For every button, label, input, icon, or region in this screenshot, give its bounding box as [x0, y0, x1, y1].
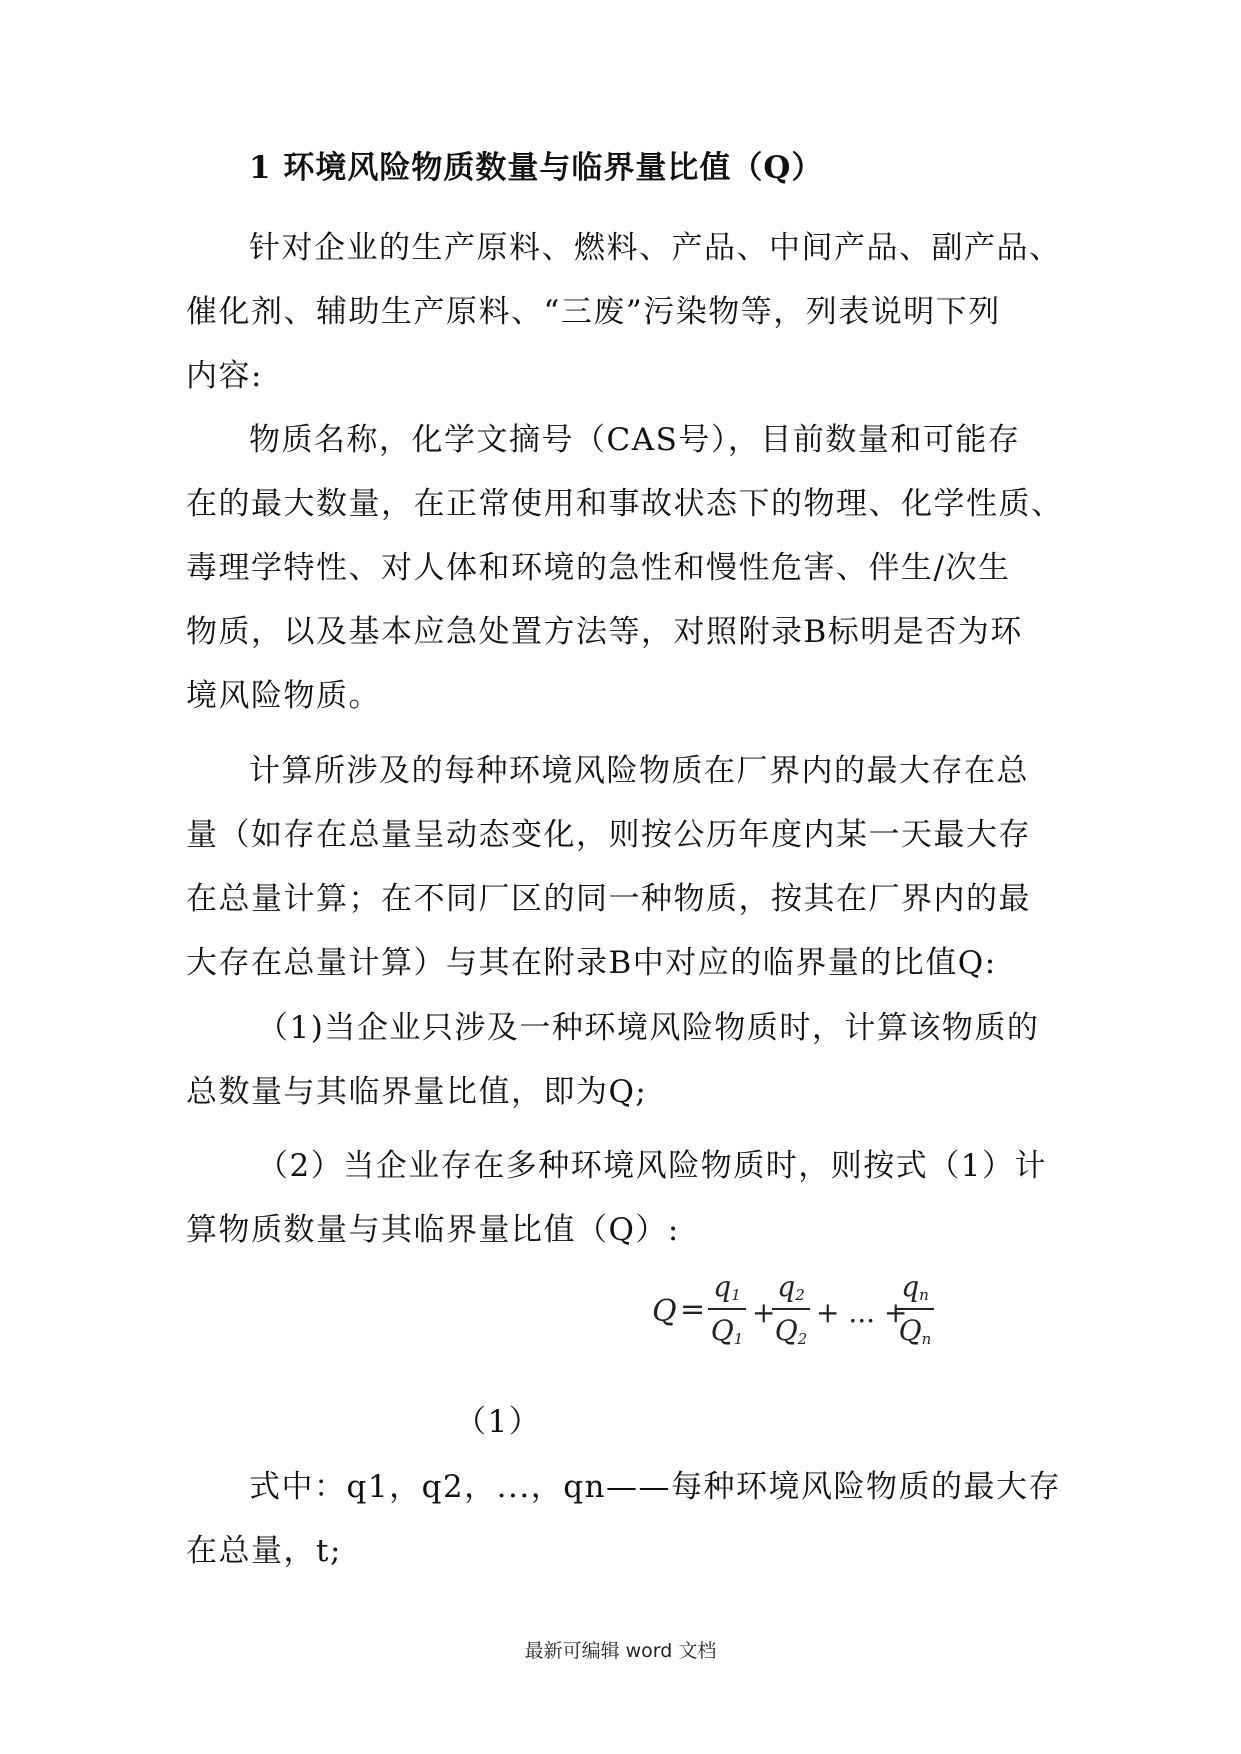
- formula-ellipsis: + ... +: [816, 1296, 908, 1329]
- paragraph-line: （1)当企业只涉及一种环境风险物质时，计算该物质的: [257, 1010, 1040, 1046]
- formula-fraction: $q_2$ $Q_2$: [772, 1268, 810, 1350]
- formula: [648, 1264, 940, 1374]
- formula-equals: =: [680, 1292, 706, 1327]
- paragraph-line: （2）当企业存在多种环境风险物质时，则按式（1）计: [257, 1148, 1047, 1184]
- paragraph-line: 在的最大数量，在正常使用和事故状态下的物理、化学性质、: [186, 486, 1064, 522]
- paragraph-line: 针对企业的生产原料、燃料、产品、中间产品、副产品、: [249, 230, 1062, 266]
- paragraph-line: 境风险物质。: [186, 678, 381, 714]
- paragraph-line: 内容:: [186, 358, 263, 394]
- page-footer: 最新可编辑 word 文档: [524, 1640, 717, 1662]
- paragraph-line: 大存在总量计算）与其在附录B中对应的临界量的比值Q:: [186, 945, 997, 981]
- paragraph-line: 量（如存在总量呈动态变化，则按公历年度内某一天最大存: [186, 817, 1031, 853]
- formula-fraction: $q_1$ $Q_1$: [708, 1268, 746, 1350]
- section-heading: 1 环境风险物质数量与临界量比值（Q）: [249, 150, 824, 186]
- paragraph-line: 式中：q1，q2，...，qn——每种环境风险物质的最大存: [249, 1469, 1062, 1505]
- equation-number: （1）: [455, 1404, 542, 1440]
- paragraph-line: 毒理学特性、对人体和环境的急性和慢性危害、伴生/次生: [186, 550, 1011, 586]
- paragraph-line: 催化剂、辅助生产原料、“三废”污染物等，列表说明下列: [186, 294, 1001, 330]
- paragraph-line: 在总量计算；在不同厂区的同一种物质，按其在厂界内的最: [186, 881, 1031, 917]
- paragraph-line: 算物质数量与其临界量比值（Q）:: [186, 1212, 680, 1248]
- paragraph-line: 在总量，t;: [186, 1533, 342, 1569]
- formula-plus: +: [752, 1296, 776, 1329]
- paragraph-line: 总数量与其临界量比值，即为Q;: [186, 1074, 648, 1110]
- formula-fraction: $q_n$ $Q_n$: [896, 1268, 934, 1350]
- paragraph-line: 计算所涉及的每种环境风险物质在厂界内的最大存在总: [249, 753, 1029, 789]
- paragraph-line: 物质名称，化学文摘号（CAS号），目前数量和可能存: [249, 422, 1021, 458]
- formula-lhs: Q: [652, 1294, 677, 1329]
- paragraph-line: 物质，以及基本应急处置方法等，对照附录B标明是否为环: [186, 614, 1023, 650]
